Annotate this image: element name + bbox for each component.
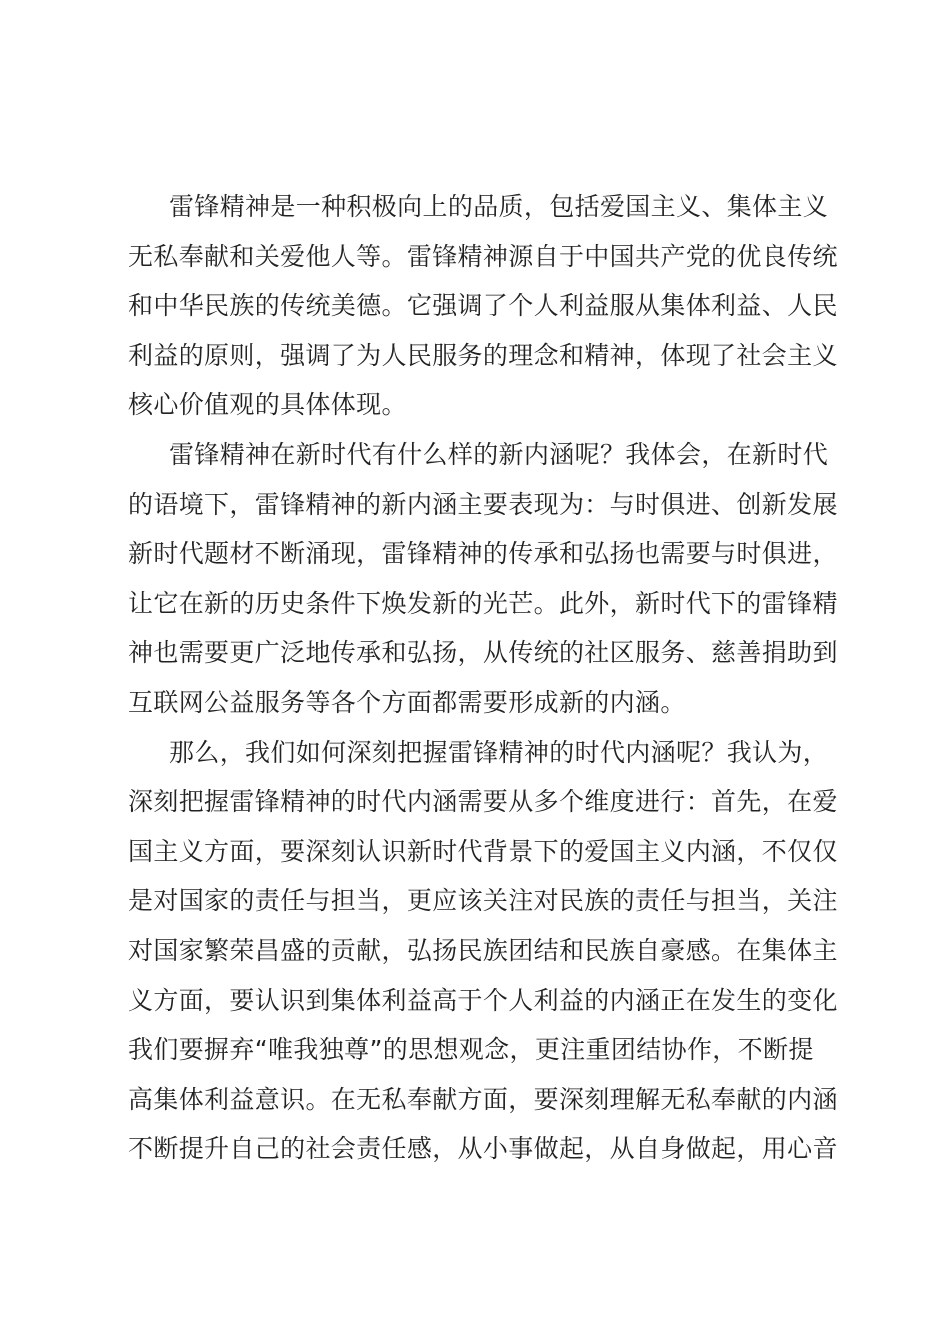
text-line: 我们要摒弃“唯我独尊”的思想观念，更注重团结协作，不断提 xyxy=(128,1035,814,1065)
text-line: 核心价值观的具体体现。 xyxy=(128,390,407,420)
text-line: 互联网公益服务等各个方面都需要形成新的内涵。 xyxy=(128,687,686,717)
text-line: 让它在新的历史条件下焕发新的光芒。此外，新时代下的雷锋精 xyxy=(128,588,838,618)
text-line: 不断提升自己的社会责任感，从小事做起，从自身做起，用心音 xyxy=(128,1134,838,1164)
text-line: 神也需要更广泛地传承和弘扬，从传统的社区服务、慈善捐助到 xyxy=(128,638,838,668)
text-line: 那么，我们如何深刻把握雷锋精神的时代内涵呢？我认为， xyxy=(169,737,829,767)
text-line: 新时代题材不断涌现，雷锋精神的传承和弘扬也需要与时俱进， xyxy=(128,539,838,569)
text-line: 无私奉献和关爱他人等。雷锋精神源自于中国共产党的优良传统 xyxy=(128,241,838,271)
text-line: 雷锋精神是一种积极向上的品质，包括爱国主义、集体主义 xyxy=(169,192,829,221)
text-line: 和中华民族的传统美德。它强调了个人利益服从集体利益、人民 xyxy=(128,291,838,321)
paragraph-2 xyxy=(128,430,844,728)
paragraph-3 xyxy=(128,728,844,1174)
text-line: 雷锋精神在新时代有什么样的新内涵呢？我体会，在新时代 xyxy=(169,439,829,469)
document-body xyxy=(128,182,844,1174)
text-line: 深刻把握雷锋精神的时代内涵需要从多个维度进行：首先，在爱 xyxy=(128,787,838,817)
text-line: 利益的原则，强调了为人民服务的理念和精神，体现了社会主义 xyxy=(128,340,838,370)
paragraph-1 xyxy=(128,182,844,430)
text-line: 高集体利益意识。在无私奉献方面，要深刻理解无私奉献的内涵 xyxy=(128,1084,838,1114)
text-line: 的语境下，雷锋精神的新内涵主要表现为：与时俱进、创新发展 xyxy=(128,489,838,519)
text-line: 对国家繁荣昌盛的贡献，弘扬民族团结和民族自豪感。在集体主 xyxy=(128,935,838,965)
text-line: 国主义方面，要深刻认识新时代背景下的爱国主义内涵，不仅仅 xyxy=(128,836,838,866)
text-line: 是对国家的责任与担当，更应该关注对民族的责任与担当，关注 xyxy=(128,886,838,916)
text-line: 义方面，要认识到集体利益高于个人利益的内涵正在发生的变化 xyxy=(128,985,838,1015)
